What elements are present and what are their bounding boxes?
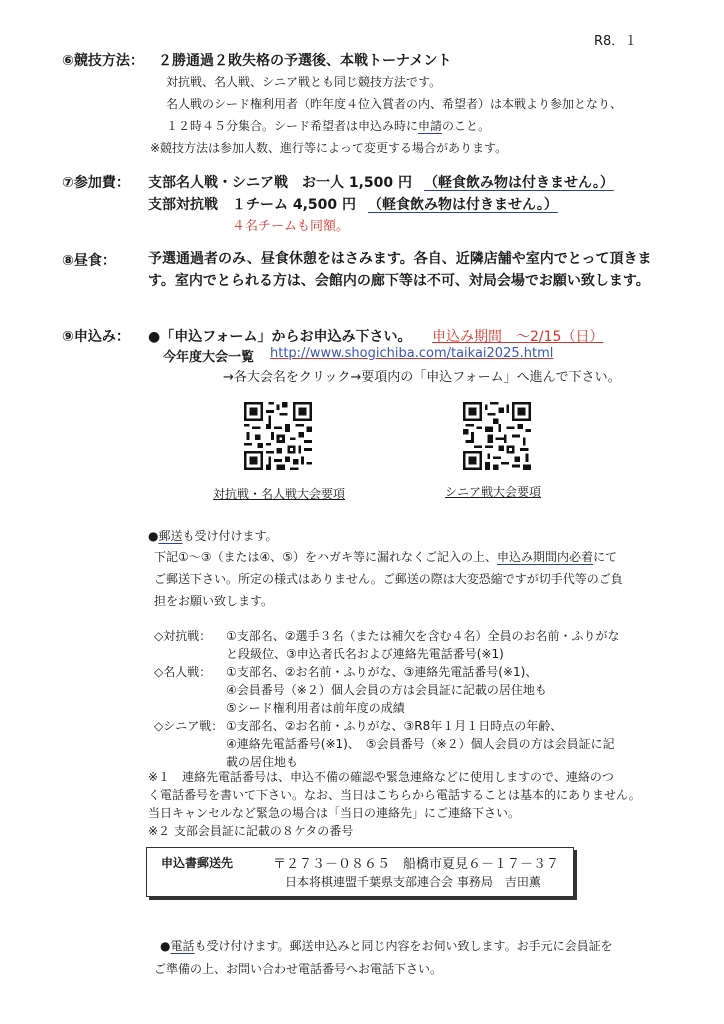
lunch-text: 予選通過者のみ、昼食休憩をはさみます。各自、近隣店舗や室内でとって頂きます。室内でとられる方は、会館内の廊下等は不可、対局会場でお願い致します。 <box>148 251 652 289</box>
tournament-list-label: 今年度大会一覧 <box>163 350 255 365</box>
mailing-address-line-1: 〒２７３－０８６５ 船橋市夏見６－１７－３７ <box>273 857 560 872</box>
qr-code-senior[interactable] <box>463 402 531 470</box>
phone-line-2: ご準備の上、お問い合わせ電話番号へお電話下さい。 <box>154 962 443 976</box>
section-6-label: ⑥競技方法： <box>62 53 144 69</box>
section-8-label: ⑧昼食： <box>62 253 116 269</box>
mail-paragraph-line-2: ご郵送下さい。所定の様式はありません。ご郵送の際は大変恐縮ですが切手代等のご負 <box>154 572 623 586</box>
fee-team: 支部対抗戦 １チーム 4,500 円 <box>148 197 357 213</box>
form-instruction: →各大会名をクリック→要項内の「申込フォーム」へ進んで下さい。 <box>223 370 621 385</box>
qr-caption-team-meijin: 対抗戦・名人戦大会要項 <box>213 487 346 501</box>
req-team-label: ◇対抗戦： <box>154 629 212 643</box>
mail-heading: ●郵送も受け付けます。 <box>148 529 278 543</box>
mail-paragraph-line-1: 下記①～③（または④、⑤）をハガキ等に漏れなくご記入の上、申込み期間内必着にて <box>154 550 618 564</box>
competition-format-note: ※競技方法は参加人数、進行等によって変更する場合があります。 <box>150 141 508 155</box>
req-meijin-line-1: ①支部名、②お名前・ふりがな、③連絡先電話番号(※1)、 <box>226 665 538 679</box>
req-senior-line-2: ④連絡先電話番号(※1)、 ⑤会員番号（※２）個人会員の方は会員証に記 <box>226 737 615 751</box>
mailing-address-box <box>146 847 574 897</box>
mailing-address-line-2: 日本将棋連盟千葉県支部連合会 事務局 吉田薫 <box>285 875 541 889</box>
mailing-address-label: 申込書郵送先 <box>161 856 234 870</box>
req-meijin-line-2: ④会員番号（※２）個人会員の方は会員証に記載の居住地も <box>226 683 547 697</box>
competition-format-line-2: 名人戦のシード権利用者（昨年度４位入賞者の内、希望者）は本戦より参加となり、 <box>166 97 623 111</box>
competition-format-line-3: １２時４５分集合。シード希望者は申込み時に申請のこと。 <box>166 119 491 133</box>
phone-line-1: ●電話も受け付けます。郵送申込みと同じ内容をお伺い致します。お手元に会員証を <box>160 939 613 953</box>
req-meijin-line-3: ⑤シード権利用者は前年度の成績 <box>226 701 405 715</box>
competition-format-line-1: 対抗戦、名人戦、シニア戦とも同じ競技方法です。 <box>166 75 442 89</box>
req-senior-label: ◇シニア戦： <box>154 719 224 733</box>
note-1-line-1: ※１ 連絡先電話番号は、申込不備の確認や緊急連絡などに使用しますので、連絡のつ <box>148 770 614 784</box>
fee-meijin-senior: 支部名人戦・シニア戦 お一人 1,500 円 <box>148 175 413 191</box>
fee-team-note: （軽食飲み物は付きません。） <box>368 197 558 213</box>
note-2: ※２ 支部会員証に記載の８ケタの番号 <box>148 824 354 838</box>
apply-via-form: ●「申込フォーム」からお申込み下さい。 <box>148 329 412 345</box>
req-team-line-1: ①支部名、②選手３名（または補欠を含む４名）全員のお名前・ふりがな <box>226 629 620 643</box>
qr-code-team-meijin[interactable] <box>244 402 312 470</box>
page-number: R8．１ <box>594 34 638 49</box>
competition-format-headline: ２勝通過２敗失格の予選後、本戦トーナメント <box>158 53 452 69</box>
tournament-list-link[interactable]: http://www.shogichiba.com/taikai2025.html <box>270 346 554 361</box>
req-senior-line-3: 載の居住地も <box>226 755 299 769</box>
fee-four-member-team: ４名チームも同額。 <box>232 219 350 234</box>
req-senior-line-1: ①支部名、②お名前・ふりがな、③R8年１月１日時点の年齢、 <box>226 719 563 733</box>
fee-meijin-senior-note: （軽食飲み物は付きません。） <box>424 175 614 191</box>
mail-paragraph-line-3: 担をお願い致します。 <box>154 594 274 608</box>
note-1-line-3: 当日キャンセルなど緊急の場合は「当日の連絡先」にご連絡下さい。 <box>148 806 521 820</box>
note-1-line-2: く電話番号を書いて下さい。なお、当日はこちらから電話することは基本的にありません。 <box>148 788 641 802</box>
section-9-label: ⑨申込み： <box>62 329 130 345</box>
req-meijin-label: ◇名人戦： <box>154 665 212 679</box>
section-7-label: ⑦参加費： <box>62 175 130 191</box>
qr-caption-senior: シニア戦大会要項 <box>445 485 542 499</box>
apply-request-underlined: 申請 <box>418 119 443 133</box>
application-period: 申込み期間 ～2/15（日） <box>432 329 604 345</box>
req-team-line-2: と段級位、③申込者氏名および連絡先電話番号(※1) <box>226 647 504 661</box>
